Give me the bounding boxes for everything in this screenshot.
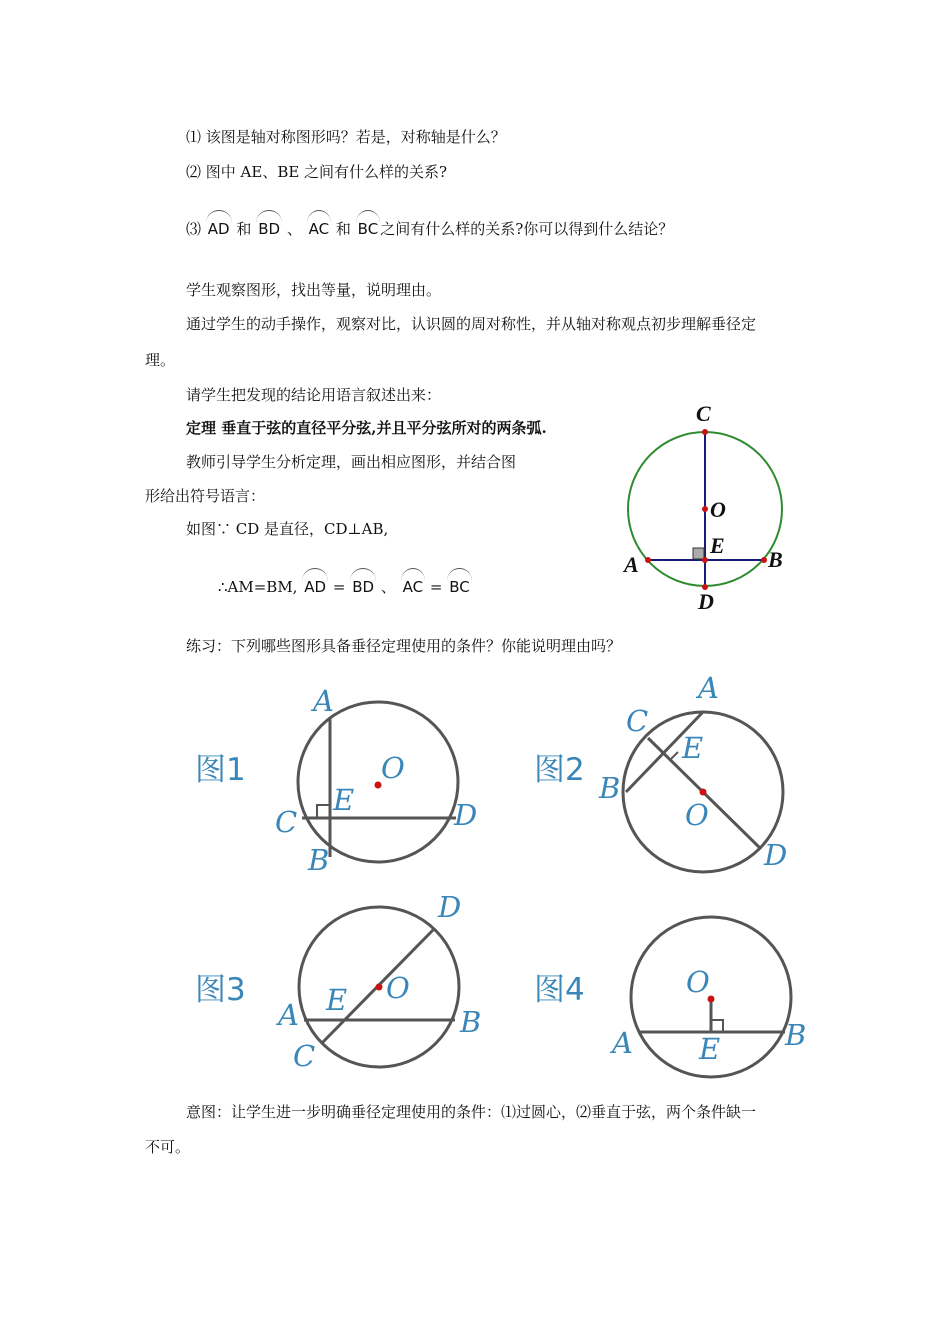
theorem-diagram bbox=[610, 400, 800, 615]
right-angle-mark bbox=[693, 548, 704, 559]
separator: 、 bbox=[380, 578, 396, 596]
arc-bc: BC bbox=[357, 220, 379, 238]
question-3 bbox=[186, 219, 673, 239]
arc-bd: BD bbox=[352, 578, 375, 596]
paragraph-teacher-line1: 教师引导学生分析定理，画出相应图形，并结合图 bbox=[186, 453, 517, 471]
figure-3 bbox=[195, 890, 481, 1073]
label-e: E bbox=[710, 533, 725, 558]
arc-bc: BC bbox=[449, 578, 470, 596]
label-o: O bbox=[710, 497, 726, 522]
question-1: ⑴ 该图是轴对称图形吗？若是，对称轴是什么？ bbox=[186, 128, 506, 146]
figure-1-label-a: A bbox=[313, 684, 334, 718]
equals-sign: = bbox=[429, 578, 443, 596]
figure-1-title: 图1 bbox=[195, 752, 246, 788]
figure-3-title: 图3 bbox=[195, 972, 246, 1008]
figure-2-label-c: C bbox=[626, 704, 649, 738]
theorem-statement: 定理 垂直于弦的直径平分弦,并且平分弦所对的两条弧. bbox=[186, 419, 547, 437]
question-2: ⑵ 图中 AE、BE 之间有什么样的关系? bbox=[186, 163, 448, 181]
figure-2-label-b: B bbox=[599, 771, 621, 805]
paragraph-operation-line2: 理。 bbox=[145, 351, 176, 369]
figure-2-label-o: O bbox=[685, 798, 709, 832]
label-b: B bbox=[768, 547, 783, 572]
figure-4-label-o: O bbox=[686, 965, 710, 999]
intent-line2: 不可。 bbox=[145, 1138, 191, 1156]
figure-2 bbox=[534, 671, 787, 872]
paragraph-teacher-line2: 形给出符号语言： bbox=[145, 487, 266, 505]
figure-3-label-a: A bbox=[278, 998, 299, 1032]
figure-3-center-point bbox=[376, 984, 383, 991]
figure-2-label-d: D bbox=[764, 838, 788, 872]
q3-and-1: 和 bbox=[236, 220, 252, 238]
figure-2-label-a: A bbox=[698, 671, 719, 705]
label-a: A bbox=[624, 552, 639, 577]
arc-ad: AD bbox=[304, 578, 327, 596]
q3-prefix: ⑶ bbox=[186, 220, 202, 238]
point-c bbox=[702, 429, 708, 435]
figure-4-label-e: E bbox=[699, 1032, 721, 1066]
arc-ad: AD bbox=[207, 220, 230, 238]
label-c: C bbox=[696, 401, 711, 426]
figure-4-label-a: A bbox=[612, 1026, 633, 1060]
figure-4 bbox=[534, 917, 806, 1077]
paragraph-narrate: 请学生把发现的结论用语言叙述出来： bbox=[186, 386, 442, 404]
therefore-statement bbox=[218, 577, 472, 597]
intent-line1: 意图：让学生进一步明确垂径定理使用的条件：⑴过圆心，⑵垂直于弦，两个条件缺一 bbox=[186, 1103, 757, 1121]
arc-bd: BD bbox=[258, 220, 281, 238]
paragraph-observe: 学生观察图形，找出等量，说明理由。 bbox=[186, 281, 442, 299]
figure-1-right-angle-mark bbox=[317, 805, 330, 818]
arc-ac: AC bbox=[402, 578, 424, 596]
figure-1-label-o: O bbox=[381, 751, 405, 785]
arc-ac: AC bbox=[308, 220, 330, 238]
exercise-figures bbox=[180, 670, 820, 1090]
point-b bbox=[761, 557, 767, 563]
equals-sign: = bbox=[332, 578, 346, 596]
point-a bbox=[645, 557, 651, 563]
figure-2-title: 图2 bbox=[534, 752, 585, 788]
figure-1 bbox=[195, 684, 477, 877]
label-d: D bbox=[698, 589, 714, 614]
paragraph-operation-line1: 通过学生的动手操作，观察对比，认识圆的周对称性，并从轴对称观点初步理解垂径定 bbox=[186, 315, 757, 333]
point-e bbox=[702, 557, 708, 563]
figure-1-label-c: C bbox=[275, 805, 298, 839]
given-statement: 如图∵ CD 是直径，CD⊥AB, bbox=[186, 520, 389, 538]
figure-1-label-d: D bbox=[454, 798, 478, 832]
figure-3-label-o: O bbox=[386, 971, 410, 1005]
therefore-prefix: ∴AM=BM, bbox=[218, 578, 298, 596]
figure-3-label-e: E bbox=[326, 983, 348, 1017]
q3-suffix: 之间有什么样的关系?你可以得到什么结论？ bbox=[380, 220, 674, 238]
figure-3-label-d: D bbox=[438, 890, 462, 924]
q3-and-2: 和 bbox=[335, 220, 351, 238]
figure-2-label-e: E bbox=[682, 731, 704, 765]
figure-4-right-angle-mark bbox=[711, 1020, 723, 1032]
figure-2-center-point bbox=[700, 789, 707, 796]
figure-1-label-b: B bbox=[308, 843, 330, 877]
figure-1-label-e: E bbox=[333, 783, 355, 817]
figure-3-label-c: C bbox=[293, 1039, 316, 1073]
q3-separator: 、 bbox=[286, 220, 302, 238]
figure-4-title: 图4 bbox=[534, 972, 585, 1008]
figure-3-label-b: B bbox=[460, 1005, 482, 1039]
point-o bbox=[702, 506, 708, 512]
exercise-prompt: 练习：下列哪些图形具备垂径定理使用的条件？你能说明理由吗？ bbox=[186, 637, 622, 655]
figure-4-label-b: B bbox=[785, 1018, 807, 1052]
